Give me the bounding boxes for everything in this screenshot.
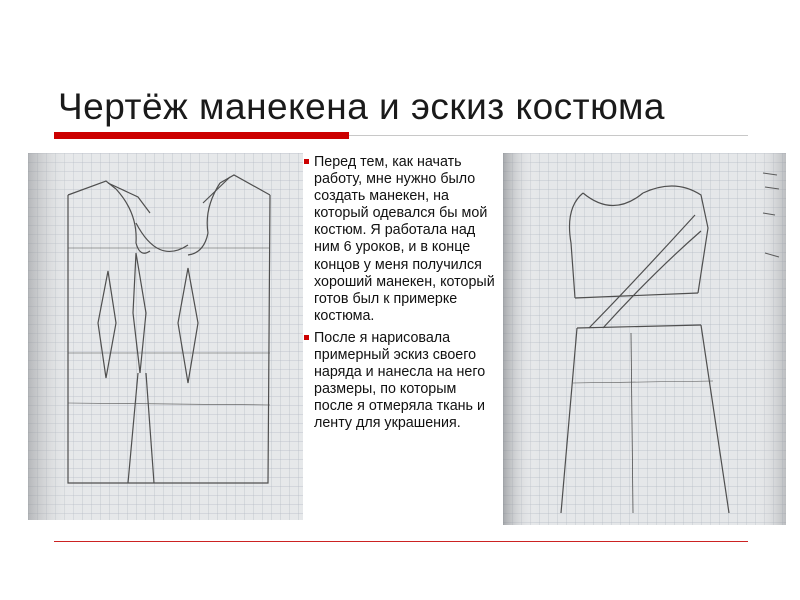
title-underline-accent: [54, 132, 349, 139]
slide-title: Чертёж манекена и эскиз костюма: [58, 86, 665, 127]
paragraph: [314, 330, 498, 433]
bullet-square-icon: [304, 335, 309, 340]
mannequin-pattern-photo: [28, 153, 303, 520]
paragraph: [314, 154, 498, 325]
paragraph-text: После я нарисовала примерный эскиз своего наряда и нанесла на него размеры, по которым после я отмеряла ткань и ленту для украшения.: [314, 329, 486, 432]
body-text: [314, 154, 498, 438]
costume-sketch-photo: [503, 153, 786, 525]
bullet-square-icon: [304, 159, 309, 164]
bottom-rule: [54, 541, 748, 542]
paragraph-text: Перед тем, как начать работу, мне нужно было создать манекен, на который одевался бы мой костюм. Я работала над ним 6 уроков, и в конце концов у меня получился хороший манекен, который готов был к примерке костюма.: [314, 154, 495, 324]
title-underline-thin: [349, 135, 748, 136]
title-underline: [54, 132, 748, 139]
